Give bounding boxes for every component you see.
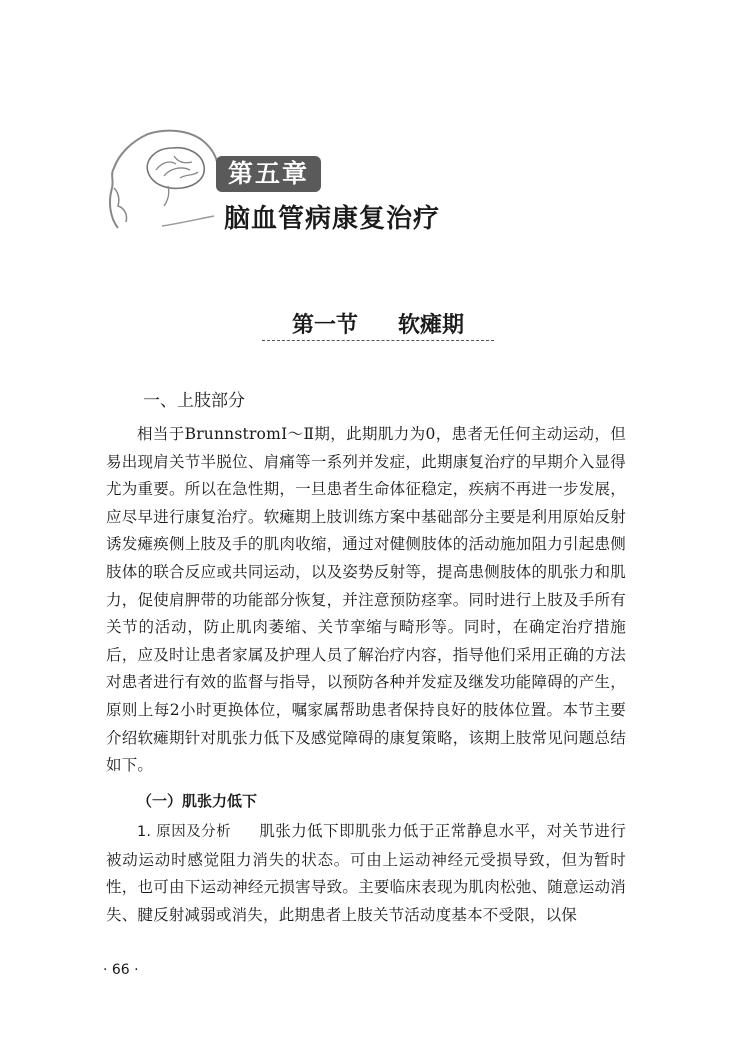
section-number: 第一节 xyxy=(291,312,358,338)
page-number: · 66 · xyxy=(103,962,139,978)
section-name: 软瘫期 xyxy=(398,312,465,338)
subsection-text: 肌张力低下即肌张力低于正常静息水平，对关节进行被动运动时感觉阻力消失的状态。可由上运动神经元受损导致，但为暂时性，也可由下运动神经元损害导致。主要临床表现为肌肉松弛、随意运动消失、腱反射减弱或消失，此期患者上肢关节活动度基本不受限，以保 xyxy=(106,822,626,924)
intro-paragraph: 相当于BrunnstromⅠ～Ⅱ期，此期肌力为0，患者无任何主动运动，但易出现肩关节半脱位、肩痛等一系列并发症，此期康复治疗的早期介入显得尤为重要。所以在急性期，一旦患者生命体征稳定，疾病不再进一步发展，应尽早进行康复治疗。软瘫期上肢训练方案中基础部分主要是利用原始反射诱发瘫痪侧上肢及手的肌肉收缩，通过对健侧肢体的活动施加阻力引起患侧肢体的联合反应或共同运动，以及姿势反射等，提高患侧肢体的肌张力和肌力，促使肩胛带的功能部分恢复，并注意预防痉挛。同时进行上肢及手所有关节的活动，防止肌肉萎缩、关节挛缩与畸形等。同时，在确定治疗措施后，应及时让患者家属及护理人员了解治疗内容，指导他们采用正确的方法对患者进行有效的监督与指导，以预防各种并发症及继发功能障碍的产生，原则上每2小时更换体位，嘱家属帮助患者保持良好的肢体位置。本节主要介绍软瘫期针对肌张力低下及感觉障碍的康复策略，该期上肢常见问题总结如下。 xyxy=(106,425,626,775)
part-heading: 一、上肢部分 xyxy=(143,391,245,411)
subsection-paragraph xyxy=(106,818,626,929)
chapter-label: 第五章 xyxy=(216,156,321,192)
section-title xyxy=(262,308,494,339)
section-divider xyxy=(262,340,494,341)
subsection-heading: （一）肌张力低下 xyxy=(137,792,258,810)
subsection-lead: 1. 原因及分析 xyxy=(137,824,232,840)
chapter-title: 脑血管病康复治疗 xyxy=(224,204,441,234)
head-brain-illustration xyxy=(104,126,224,232)
